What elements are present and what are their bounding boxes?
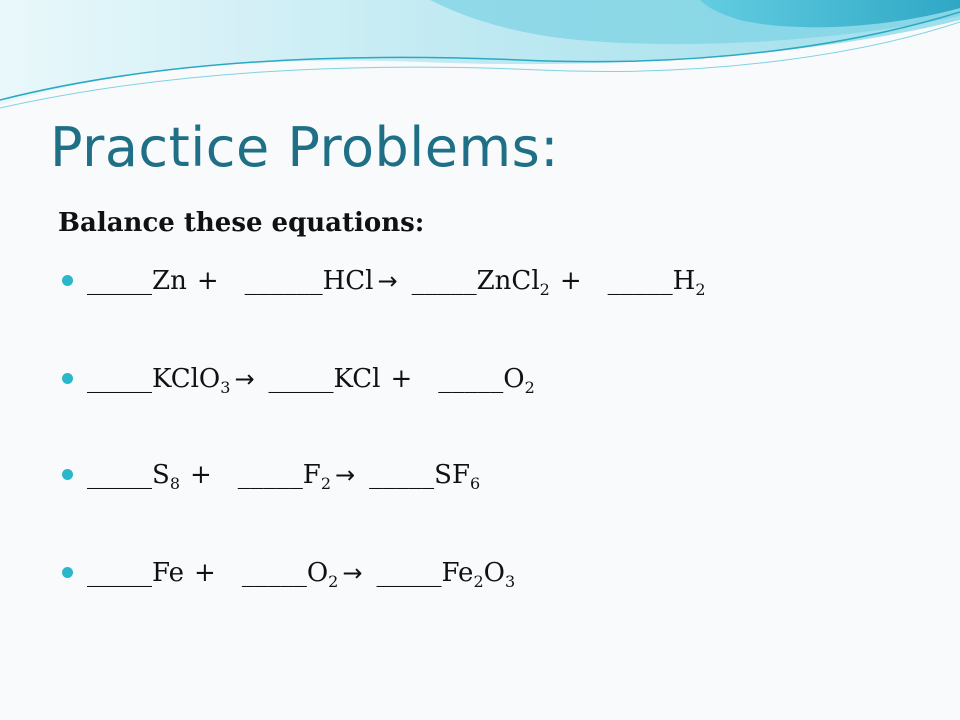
formula: $F_2$ xyxy=(302,460,332,493)
plus-sign: + xyxy=(190,460,212,490)
plus-sign: + xyxy=(390,364,413,394)
blank: _____ xyxy=(237,460,303,490)
blank: _____ xyxy=(268,364,334,394)
formula: Fe xyxy=(152,558,185,588)
bullet-icon xyxy=(62,469,73,480)
formula: $S_8$ xyxy=(152,460,180,493)
equation-4 xyxy=(62,558,515,598)
blank: _ xyxy=(309,266,323,296)
formula: $H_2$ xyxy=(672,266,706,299)
formula: KClO$_3$ xyxy=(152,364,231,397)
header-wave-decoration xyxy=(0,0,960,120)
formula: Zn xyxy=(152,266,187,296)
blank: _____ xyxy=(411,266,477,296)
blank: _____ xyxy=(87,558,152,588)
equation-2 xyxy=(62,364,535,404)
blank: _____ xyxy=(87,460,152,490)
blank: _____ xyxy=(87,364,152,394)
bullet-icon xyxy=(62,373,73,384)
slide-subtitle: Balance these equations: xyxy=(58,208,425,238)
formula: $O_2$ xyxy=(503,364,535,397)
blank: _____ xyxy=(438,364,504,394)
formula: ZnCl$_2$ xyxy=(476,266,550,299)
arrow-icon: → xyxy=(377,267,398,295)
formula: $Fe_2O_3$ xyxy=(441,558,516,591)
slide-title: Practice Problems: xyxy=(50,116,559,179)
formula: $SF_6$ xyxy=(434,460,481,493)
equation-1 xyxy=(62,266,706,306)
bullet-icon xyxy=(62,567,73,578)
arrow-icon: → xyxy=(234,365,255,393)
blank: _____ xyxy=(241,558,307,588)
plus-sign: + xyxy=(196,266,219,296)
plus-sign: + xyxy=(559,266,582,296)
arrow-icon: → xyxy=(342,559,363,587)
formula: $O_2$ xyxy=(306,558,339,591)
blank: _____ xyxy=(607,266,673,296)
plus-sign: + xyxy=(194,558,216,588)
formula: KCl xyxy=(333,364,381,394)
bullet-icon xyxy=(62,275,73,286)
arrow-icon: → xyxy=(335,461,356,489)
formula: HCl xyxy=(322,266,374,296)
blank: _____ xyxy=(369,460,435,490)
blank: _____ xyxy=(87,266,152,296)
blank: _____ xyxy=(376,558,442,588)
equation-3 xyxy=(62,460,480,500)
blank: _____ xyxy=(244,266,310,296)
